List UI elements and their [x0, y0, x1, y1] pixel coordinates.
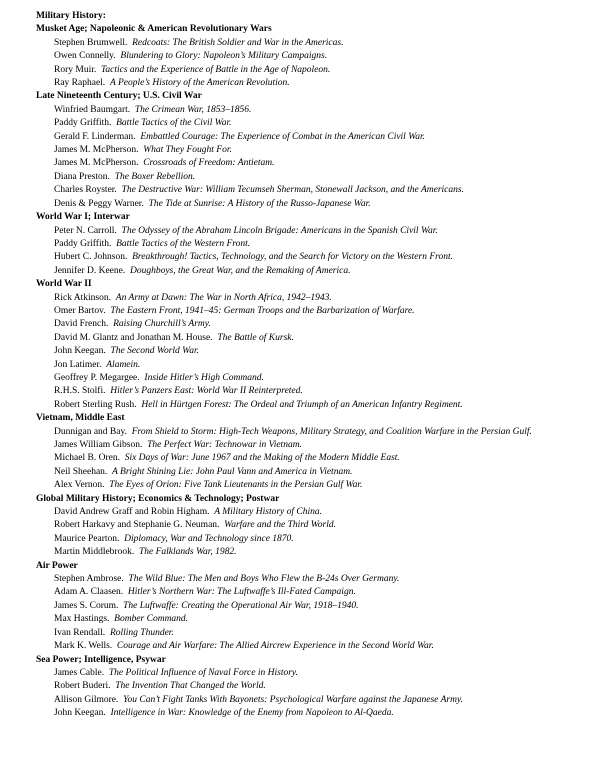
- list-item: [36, 265, 596, 278]
- list-item: [36, 586, 596, 599]
- list-item: [36, 64, 596, 77]
- entry-author: James M. McPherson.: [54, 158, 139, 169]
- entry-title: Raising Churchill’s Army.: [113, 319, 211, 330]
- list-item: [36, 251, 596, 264]
- list-item: [36, 694, 596, 707]
- section: [36, 412, 596, 492]
- entry-title: The Eastern Front, 1941–45: German Troops and the Barbarization of Warfare.: [110, 305, 415, 316]
- entry-author: John Keegan.: [54, 708, 106, 719]
- entry-author: Diana Preston.: [54, 171, 110, 182]
- section: [36, 560, 596, 654]
- entry-title: A Military History of China.: [214, 507, 323, 518]
- entry-title: Doughboys, the Great War, and the Remaking of America.: [129, 265, 351, 276]
- list-item: [36, 305, 596, 318]
- entry-title: The Political Influence of Naval Force in History.: [108, 667, 298, 678]
- section-heading: World War I; Interwar: [36, 212, 130, 223]
- entry-title: Courage and Air Warfare: The Allied Aircrew Experience in the Second World War.: [116, 641, 434, 652]
- list-item: [36, 37, 596, 50]
- entry-title: An Army at Dawn: The War in North Africa, 1942–1943.: [115, 292, 332, 303]
- list-item: [36, 238, 596, 251]
- entry-title: A People’s History of the American Revolution.: [109, 78, 290, 89]
- list-item: [36, 171, 596, 184]
- list-item: [36, 627, 596, 640]
- list-item: [36, 184, 596, 197]
- entry-title: Six Days of War: June 1967 and the Making of the Modern Middle East.: [124, 453, 400, 464]
- section-heading: Global Military History; Economics & Technology; Postwar: [36, 493, 280, 504]
- entry-title: Tactics and the Experience of Battle in the Age of Napoleon.: [100, 64, 331, 75]
- entry-title: Redcoats: The British Soldier and War in the Americas.: [132, 37, 344, 48]
- entry-author: Robert Sterling Rush.: [54, 399, 137, 410]
- entry-title: The Boxer Rebellion.: [114, 171, 196, 182]
- entry-author: Omer Bartov.: [54, 305, 106, 316]
- entry-author: James Cable.: [54, 667, 105, 678]
- entry-title: The Second World War.: [110, 346, 199, 357]
- list-item: [36, 104, 596, 117]
- list-item: [36, 117, 596, 130]
- entry-title: Hitler’s Panzers East: World War II Reinterpreted.: [110, 386, 303, 397]
- entry-title: The Battle of Kursk.: [217, 332, 294, 343]
- list-item: [36, 613, 596, 626]
- list-item: [36, 318, 596, 331]
- entry-author: Stephen Brumwell.: [54, 37, 128, 48]
- entry-author: R.H.S. Stolfi.: [54, 386, 106, 397]
- entry-title: The Destructive War: William Tecumseh Sherman, Stonewall Jackson, and the Americans.: [121, 185, 464, 196]
- entry-author: Geoffrey P. Megargee.: [54, 372, 140, 383]
- entry-author: Jon Latimer.: [54, 359, 102, 370]
- entry-author: Paddy Griffith.: [54, 118, 112, 129]
- list-item: [36, 439, 596, 452]
- entry-author: James M. McPherson.: [54, 145, 139, 156]
- entry-title: Bomber Command.: [114, 614, 189, 625]
- entry-author: Michael B. Oren.: [54, 453, 120, 464]
- section: [36, 90, 596, 211]
- entry-title: You Can’t Fight Tanks With Bayonets: Psychological Warfare against the Japanese Army.: [123, 694, 464, 705]
- entry-title: Inside Hitler’s High Command.: [144, 372, 264, 383]
- list-item: [36, 225, 596, 238]
- list-item: [36, 573, 596, 586]
- sections-list: [36, 23, 596, 720]
- entry-author: Robert Harkavy and Stephanie G. Neuman.: [54, 520, 220, 531]
- entry-author: Martin Middlebrook.: [54, 547, 135, 558]
- entry-author: David M. Glantz and Jonathan M. House.: [54, 332, 213, 343]
- entry-title: Alamein.: [106, 359, 141, 370]
- entry-title: The Odyssey of the Abraham Lincoln Brigade: Americans in the Spanish Civil War.: [121, 225, 438, 236]
- entry-author: Stephen Ambrose.: [54, 574, 124, 585]
- reading-list-page: [36, 10, 596, 721]
- list-item: [36, 77, 596, 90]
- section: [36, 493, 596, 560]
- entry-title: Diplomacy, War and Technology since 1870.: [124, 533, 294, 544]
- entry-title: The Tide at Sunrise: A History of the Russo-Japanese War.: [148, 198, 371, 209]
- list-item: [36, 546, 596, 559]
- entry-author: Paddy Griffith.: [54, 238, 112, 249]
- list-item: [36, 50, 596, 63]
- list-item: [36, 198, 596, 211]
- entry-title: The Invention That Changed the World.: [115, 681, 266, 692]
- list-item: [36, 680, 596, 693]
- entry-title: The Crimean War, 1853–1856.: [134, 104, 252, 115]
- entry-author: James S. Corum.: [54, 600, 119, 611]
- entry-title: The Falklands War, 1982.: [138, 547, 237, 558]
- entry-author: Alex Vernon.: [54, 480, 105, 491]
- entry-title: From Shield to Storm: High-Tech Weapons, Military Strategy, and Coalition Warfare in the Persian Gulf.: [131, 426, 532, 437]
- list-item: [36, 452, 596, 465]
- section-heading: Musket Age; Napoleonic & American Revolutionary Wars: [36, 24, 272, 35]
- entry-title: The Eyes of Orion: Five Tank Lieutenants in the Persian Gulf War.: [109, 480, 363, 491]
- entry-author: Robert Buderi.: [54, 681, 111, 692]
- entry-author: Mark K. Wells.: [54, 641, 113, 652]
- entry-author: Allison Gilmore.: [54, 694, 119, 705]
- entry-author: John Keegan.: [54, 346, 106, 357]
- list-item: [36, 292, 596, 305]
- entry-title: Warfare and the Third World.: [224, 520, 336, 531]
- entry-author: Ivan Rendall.: [54, 627, 106, 638]
- list-item: [36, 144, 596, 157]
- section: [36, 211, 596, 278]
- entry-author: Neil Sheehan.: [54, 466, 108, 477]
- list-item: [36, 372, 596, 385]
- section-heading: World War II: [36, 279, 92, 290]
- entry-title: Battle Tactics of the Western Front.: [116, 238, 251, 249]
- entry-author: Dunnigan and Bay.: [54, 426, 127, 437]
- entry-author: Charles Royster.: [54, 185, 117, 196]
- entry-author: Gerald F. Linderman.: [54, 131, 136, 142]
- entry-author: Winfried Baumgart.: [54, 104, 131, 115]
- entry-author: Peter N. Carroll.: [54, 225, 117, 236]
- entry-author: Rory Muir.: [54, 64, 97, 75]
- entry-title: The Wild Blue: The Men and Boys Who Flew the B-24s Over Germany.: [128, 574, 400, 585]
- section-heading: Air Power: [36, 560, 78, 571]
- section-heading: Sea Power; Intelligence, Psywar: [36, 654, 166, 665]
- entry-title: Hitler’s Northern War: The Luftwaffe’s Ill-Fated Campaign.: [127, 587, 356, 598]
- list-item: [36, 359, 596, 372]
- list-item: [36, 533, 596, 546]
- list-item: [36, 479, 596, 492]
- list-item: [36, 332, 596, 345]
- section: [36, 654, 596, 721]
- entry-title: The Perfect War: Technowar in Vietnam.: [147, 440, 302, 450]
- entry-title: Crossroads of Freedom: Antietam.: [143, 158, 275, 169]
- list-item: [36, 385, 596, 398]
- entry-author: Hubert C. Johnson.: [54, 252, 128, 263]
- entry-title: What They Fought For.: [143, 145, 232, 156]
- entry-title: Rolling Thunder.: [109, 627, 174, 638]
- section: [36, 278, 596, 412]
- list-item: [36, 667, 596, 680]
- entry-title: Hell in Hürtgen Forest: The Ordeal and Triumph of an American Infantry Regiment.: [141, 399, 463, 410]
- list-item: [36, 131, 596, 144]
- entry-title: A Bright Shining Lie: John Paul Vann and America in Vietnam.: [112, 466, 353, 477]
- entry-title: Intelligence in War: Knowledge of the Enemy from Napoleon to Al-Qaeda.: [110, 708, 394, 719]
- entry-author: James William Gibson.: [54, 440, 143, 450]
- entry-title: Breakthrough! Tactics, Technology, and the Search for Victory on the Western Front.: [132, 252, 453, 263]
- section: [36, 23, 596, 90]
- entry-author: Ray Raphael.: [54, 78, 106, 89]
- list-item: [36, 345, 596, 358]
- entry-author: Denis & Peggy Warner.: [54, 198, 144, 209]
- list-item: [36, 399, 596, 412]
- entry-title: The Luftwaffe: Creating the Operational Air War, 1918–1940.: [123, 600, 359, 611]
- list-item: [36, 519, 596, 532]
- entry-author: David Andrew Graff and Robin Higham.: [54, 507, 210, 518]
- section-heading: Vietnam, Middle East: [36, 413, 125, 424]
- entry-author: Maurice Pearton.: [54, 533, 120, 544]
- list-item: [36, 426, 596, 439]
- entry-author: Adam A. Claasen.: [54, 587, 124, 598]
- document-title: Military History:: [36, 11, 106, 21]
- entry-title: Embattled Courage: The Experience of Combat in the American Civil War.: [140, 131, 426, 142]
- list-item: [36, 707, 596, 720]
- list-item: [36, 506, 596, 519]
- entry-title: Blundering to Glory: Napoleon’s Military Campaigns.: [120, 51, 328, 62]
- list-item: [36, 466, 596, 479]
- entry-title: Battle Tactics of the Civil War.: [116, 118, 232, 129]
- entry-author: Jennifer D. Keene.: [54, 265, 126, 276]
- list-item: [36, 600, 596, 613]
- list-item: [36, 157, 596, 170]
- entry-author: Owen Connelly.: [54, 51, 116, 62]
- entry-author: David French.: [54, 319, 109, 330]
- section-heading: Late Nineteenth Century; U.S. Civil War: [36, 91, 202, 102]
- list-item: [36, 640, 596, 653]
- entry-author: Max Hastings.: [54, 614, 110, 625]
- entry-author: Rick Atkinson.: [54, 292, 112, 303]
